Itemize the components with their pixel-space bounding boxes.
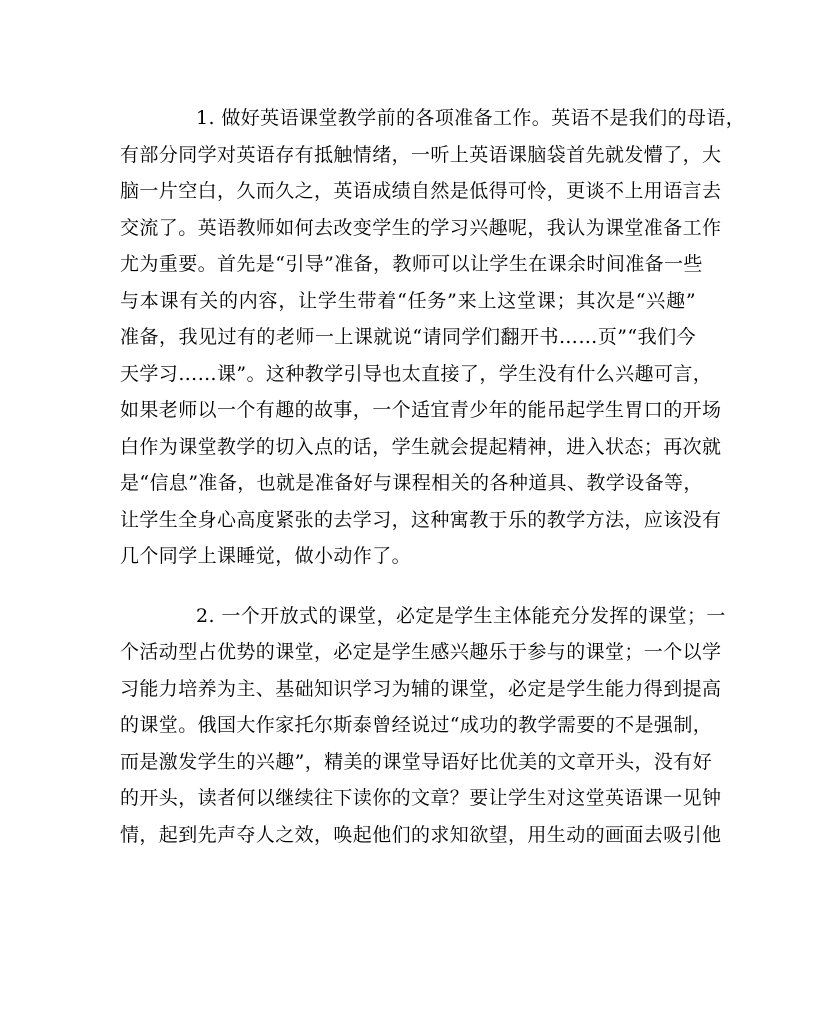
- text-line: 如果老师以一个有趣的故事，一个适宜青少年的能吊起学生胃口的开场: [120, 399, 722, 421]
- text-line: 与本课有关的内容，让学生带着“任务”来上这堂课；其次是“兴趣”: [120, 289, 696, 312]
- text-line: 而是激发学生的兴趣”，精美的课堂导语好比优美的文章开头，没有好: [120, 750, 713, 773]
- text-line: 2. 一个开放式的课堂，必定是学生主体能充分发挥的课堂；一: [196, 604, 726, 627]
- text-line: 白作为课堂教学的切入点的话，学生就会提起精神，进入状态；再次就: [120, 435, 722, 458]
- text-line: 脑一片空白，久而久之，英语成绩自然是低得可怜，更谈不上用语言去: [120, 180, 722, 202]
- text-line: 情，起到先声夺人之效，唤起他们的求知欲望，用生动的画面去吸引他: [120, 823, 722, 846]
- paragraph-1: [120, 100, 746, 575]
- text-line: 1. 做好英语课堂教学前的各项准备工作。英语不是我们的母语，: [196, 107, 746, 129]
- text-line: 交流了。英语教师如何去改变学生的学习兴趣呢，我认为课堂准备工作: [120, 216, 722, 239]
- text-line: 尤为重要。首先是“引导”准备，教师可以让学生在课余时间准备一些: [120, 253, 703, 275]
- text-line: 准备，我见过有的老师一上课就说“请同学们翻开书……页”“我们今: [120, 326, 696, 348]
- text-line: 习能力培养为主、基础知识学习为辅的课堂，必定是学生能力得到提高: [120, 677, 722, 700]
- text-line: 是“信息”准备，也就是准备好与课程相关的各种道具、教学设备等，: [120, 472, 703, 494]
- text-line: 有部分同学对英语存有抵触情绪，一听上英语课脑袋首先就发懵了，大: [120, 143, 722, 166]
- text-line: 让学生全身心高度紧张的去学习，这种寓教于乐的教学方法，应该没有: [120, 508, 722, 531]
- text-line: 个活动型占优势的课堂，必定是学生感兴趣乐于参与的课堂；一个以学: [120, 641, 722, 663]
- text-line: 的开头，读者何以继续往下读你的文章？要让学生对这堂英语课一见钟: [120, 787, 722, 809]
- document-body: [120, 100, 746, 853]
- text-line: 几个同学上课睡觉，做小动作了。: [120, 545, 412, 567]
- text-line: 的课堂。俄国大作家托尔斯泰曾经说过“成功的教学需要的不是强制，: [120, 714, 713, 736]
- text-line: 天学习……课”。这种教学引导也太直接了，学生没有什么兴趣可言，: [120, 362, 713, 385]
- paragraph-2: [120, 598, 726, 854]
- paragraph-spacer: [120, 575, 696, 598]
